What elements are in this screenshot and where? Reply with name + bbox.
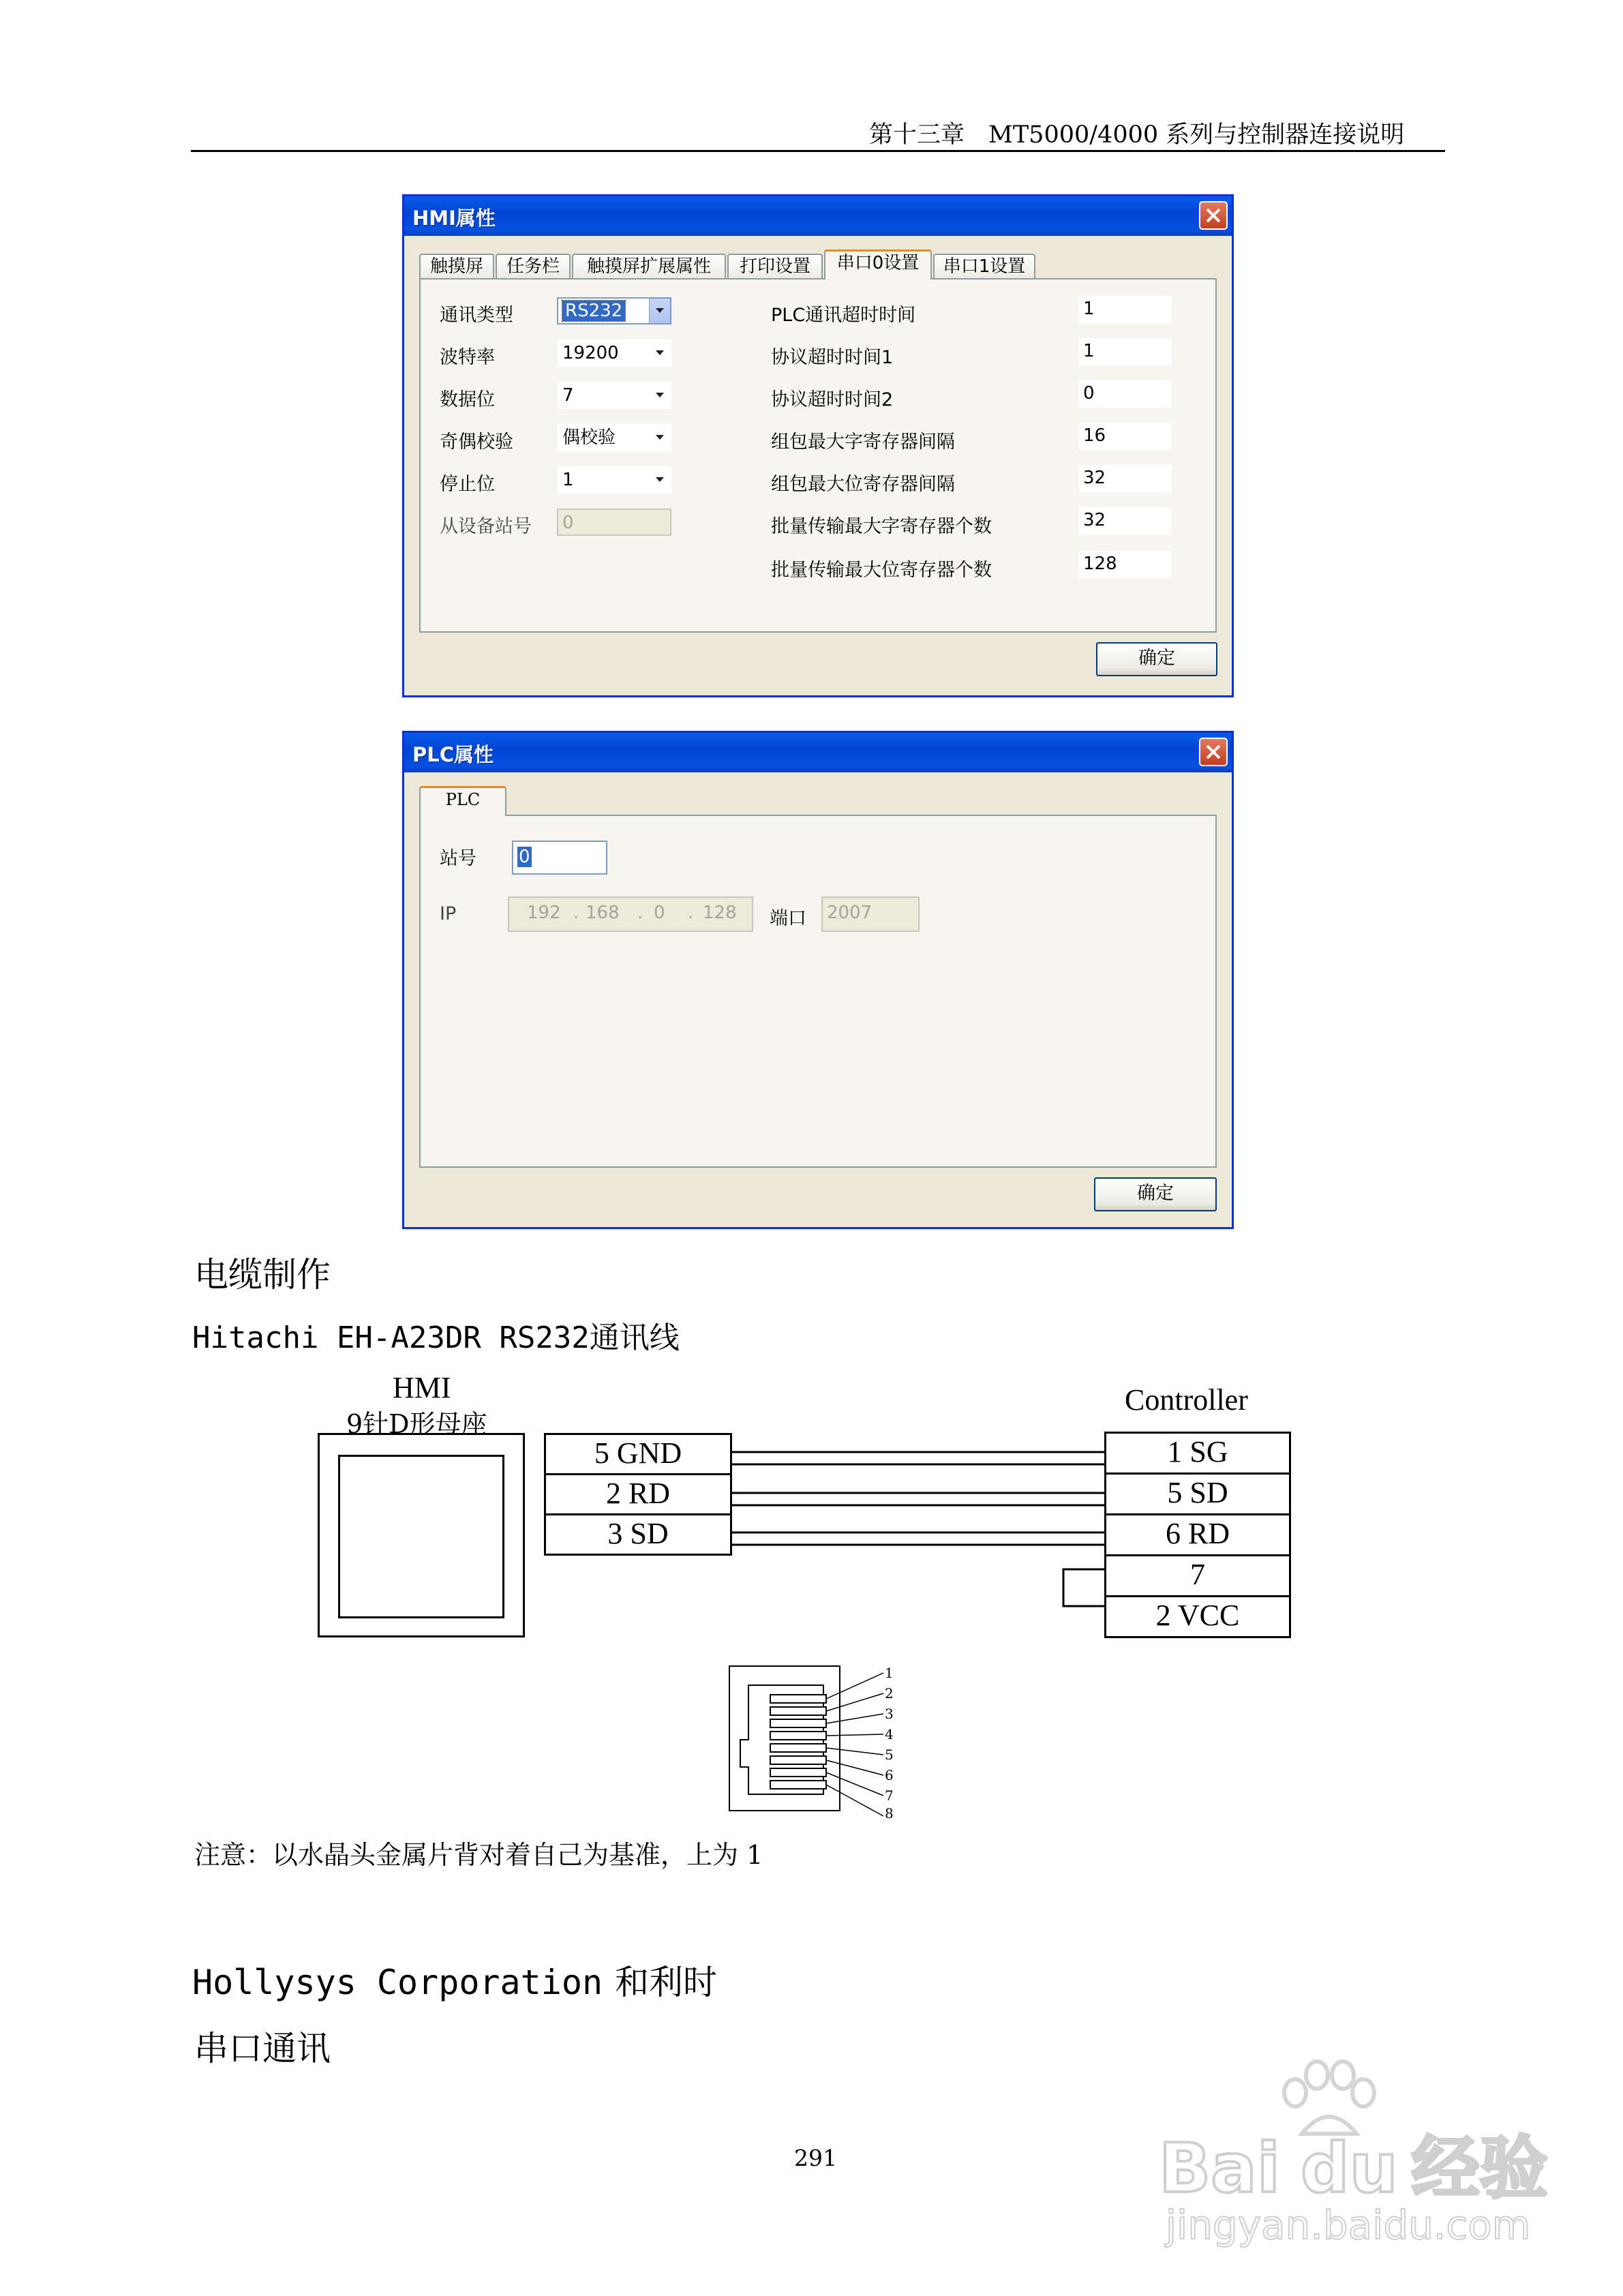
max-bit-gap-input[interactable]: 32 (1079, 465, 1172, 492)
controller-pin-sg: 1 SG (1104, 1432, 1291, 1475)
tab-touchscreen[interactable]: 触摸屏 (419, 254, 494, 278)
comm-type-label: 通讯类型 (440, 305, 513, 326)
parity-label: 奇偶校验 (440, 432, 513, 453)
comm-type-value: RS232 (562, 301, 625, 321)
controller-pin-7: 7 (1104, 1554, 1291, 1597)
hollysys-heading (192, 1955, 717, 2004)
hmi-dialog-title: HMI属性 (412, 207, 496, 230)
controller-label: Controller (1125, 1383, 1248, 1417)
baud-rate-select[interactable] (557, 339, 671, 367)
watermark-brand-b: du (1300, 2128, 1398, 2208)
hmi-connector-inner (338, 1455, 504, 1618)
baidu-jingyan-watermark (1152, 2059, 1548, 2263)
station-input[interactable] (512, 841, 607, 875)
stop-bits-label: 停止位 (440, 474, 495, 495)
max-bit-count-label: 批量传输最大位寄存器个数 (771, 560, 992, 581)
plc-dialog-close-button[interactable] (1199, 738, 1228, 766)
rj-pin-2: 2 (885, 1685, 894, 1702)
tab-taskbar[interactable]: 任务栏 (496, 254, 571, 278)
hmi-connector-outline (318, 1433, 525, 1637)
data-bits-value: 7 (562, 385, 574, 406)
tab-touchscreen-extended[interactable]: 触摸屏扩展属性 (572, 254, 726, 278)
max-word-gap-input[interactable]: 16 (1079, 423, 1172, 450)
rj-pin-1: 1 (885, 1665, 894, 1681)
plc-ok-button[interactable]: 确定 (1094, 1177, 1217, 1211)
ip-part-3: 0 (654, 903, 665, 923)
hollysys-heading-cjk: 和利时 (615, 1963, 718, 2002)
slave-station-label: 从设备站号 (440, 516, 532, 537)
ip-part-2: 168 (586, 903, 620, 923)
close-icon (1205, 744, 1222, 760)
chevron-down-icon[interactable] (650, 468, 670, 492)
max-word-count-input[interactable]: 32 (1079, 507, 1172, 534)
station-label: 站号 (440, 848, 476, 869)
comm-type-select[interactable] (557, 297, 671, 324)
data-bits-label: 数据位 (440, 389, 495, 410)
plc-properties-dialog (402, 731, 1234, 1229)
page-header: 第十三章 MT5000/4000 系列与控制器连接说明 (869, 121, 1405, 149)
hmi-tab-row (419, 250, 1217, 277)
port-input[interactable]: 2007 (821, 896, 920, 932)
tab-plc[interactable]: PLC (419, 786, 506, 816)
protocol-timeout2-label: 协议超时时间2 (771, 389, 894, 410)
close-icon (1205, 207, 1222, 224)
plc-dialog-title: PLC属性 (412, 743, 494, 766)
rj-pin-4: 4 (885, 1726, 894, 1742)
ip-dot: . (573, 903, 579, 923)
hmi-dialog-close-button[interactable] (1199, 201, 1228, 230)
max-bit-gap-label: 组包最大位寄存器间隔 (771, 474, 955, 495)
plc-timeout-input[interactable]: 1 (1079, 296, 1172, 323)
cable-title (192, 1313, 680, 1357)
rj-pin-6: 6 (885, 1767, 894, 1783)
watermark-cn: 经验 (1411, 2128, 1548, 2208)
page-number: 291 (794, 2145, 837, 2171)
max-bit-count-input[interactable]: 128 (1079, 551, 1172, 578)
baud-rate-label: 波特率 (440, 347, 495, 368)
parity-select[interactable] (557, 424, 671, 451)
data-bits-select[interactable] (557, 382, 671, 409)
ip-dot: . (637, 903, 643, 923)
ip-address-input[interactable] (508, 896, 753, 932)
watermark-brand (1159, 2113, 1548, 2211)
watermark-brand-a: Bai (1159, 2128, 1280, 2208)
hmi-tab-panel (419, 278, 1217, 633)
max-word-count-label: 批量传输最大字寄存器个数 (771, 516, 992, 537)
baud-rate-value: 19200 (562, 343, 619, 363)
chevron-down-icon[interactable] (649, 299, 670, 323)
controller-pin-vcc: 2 VCC (1104, 1595, 1291, 1638)
rj-pin-3: 3 (885, 1706, 894, 1722)
controller-pin-rd: 6 RD (1104, 1513, 1291, 1556)
ip-dot: . (688, 903, 694, 923)
header-rule (191, 150, 1445, 152)
orientation-note: 注意：以水晶头金属片背对着自己为基准，上为 1 (194, 1840, 763, 1870)
parity-value: 偶校验 (562, 427, 616, 448)
station-value: 0 (519, 847, 530, 867)
slave-station-input[interactable]: 0 (557, 509, 671, 536)
rj-pin-5: 5 (885, 1747, 894, 1763)
jumper-7-vcc (1063, 1569, 1104, 1606)
tab-serial0-settings[interactable]: 串口0设置 (824, 250, 932, 280)
serial-comm-heading: 串口通讯 (194, 2029, 331, 2068)
cable-title-suffix: 通讯线 (589, 1320, 680, 1355)
hmi-pin-rd: 2 RD (544, 1473, 732, 1515)
cable-title-model: Hitachi EH-A23DR RS232 (192, 1320, 590, 1355)
tab-print-settings[interactable]: 打印设置 (727, 254, 823, 278)
ip-part-4: 128 (703, 903, 737, 923)
hollysys-heading-latin: Hollysys Corporation (192, 1963, 603, 2002)
hmi-ok-button[interactable]: 确定 (1096, 642, 1217, 676)
plc-tab-panel (419, 815, 1217, 1168)
hmi-label: HMI (393, 1371, 451, 1404)
section-cable-heading: 电缆制作 (194, 1255, 331, 1295)
watermark-url: jingyan.baidu.com (1166, 2202, 1531, 2248)
hmi-connector-label: 9针D形母座 (346, 1409, 487, 1439)
ip-label: IP (440, 903, 457, 924)
rj-pin-7: 7 (885, 1787, 894, 1804)
stop-bits-select[interactable] (557, 466, 671, 494)
rj45-plug-drawing (728, 1665, 912, 1822)
max-word-gap-label: 组包最大字寄存器间隔 (771, 432, 955, 453)
chevron-down-icon[interactable] (650, 383, 670, 408)
ip-part-1: 192 (527, 903, 561, 923)
protocol-timeout1-label: 协议超时时间1 (771, 347, 894, 368)
hmi-properties-dialog (402, 194, 1234, 697)
plc-dialog-titlebar[interactable] (404, 733, 1232, 772)
port-label: 端口 (770, 908, 806, 929)
stop-bits-value: 1 (562, 470, 574, 490)
chevron-down-icon[interactable] (650, 341, 670, 365)
plc-tab-row (419, 786, 556, 813)
controller-pin-sd: 5 SD (1104, 1472, 1291, 1515)
hmi-pin-gnd: 5 GND (544, 1433, 732, 1475)
hmi-pin-sd: 3 SD (544, 1513, 732, 1556)
hmi-dialog-titlebar[interactable] (404, 196, 1232, 236)
tab-serial1-settings[interactable]: 串口1设置 (933, 254, 1035, 278)
chevron-down-icon[interactable] (650, 425, 670, 450)
rj-pin-8: 8 (885, 1805, 894, 1822)
protocol-timeout1-input[interactable]: 1 (1079, 338, 1172, 365)
protocol-timeout2-input[interactable]: 0 (1079, 380, 1172, 408)
plc-timeout-label: PLC通讯超时时间 (771, 305, 916, 326)
